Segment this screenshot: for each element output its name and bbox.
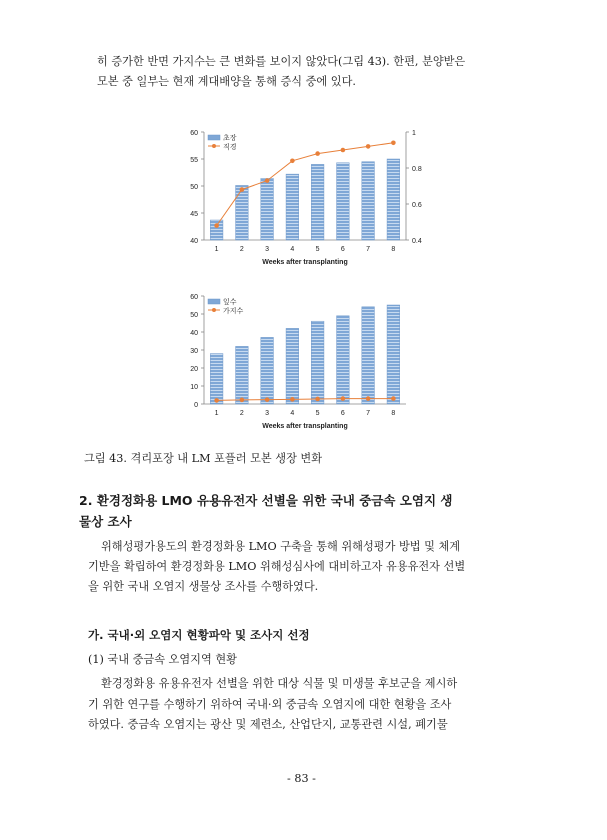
y-right-tick-label: 0.8 — [412, 166, 422, 173]
x-tick-label: 5 — [315, 410, 320, 417]
bar — [387, 159, 400, 240]
series-point — [315, 151, 320, 156]
legend-label: 직경 — [223, 144, 237, 151]
y-tick-label: 50 — [190, 312, 198, 319]
series-point — [391, 396, 396, 401]
x-tick-label: 6 — [340, 246, 345, 253]
x-tick-label: 2 — [239, 246, 244, 253]
x-tick-label: 5 — [315, 246, 320, 253]
text-line: 모본 중 일부는 현재 계대배양을 통해 증식 중에 있다. — [97, 75, 356, 88]
series-point — [214, 398, 219, 403]
legend-swatch-bar — [208, 299, 220, 304]
bar — [236, 346, 249, 404]
x-tick-label: 3 — [265, 410, 270, 417]
x-tick-label: 2 — [239, 410, 244, 417]
series-point — [265, 397, 270, 402]
bar — [261, 337, 274, 404]
y-tick-label: 60 — [190, 294, 198, 301]
y-tick-label: 10 — [190, 384, 198, 391]
paragraph-line: 을 위한 국내 오염지 생물상 조사를 수행하였다. — [88, 580, 319, 593]
subsubsection-title: (1) 국내 중금속 오염지역 현황 — [88, 653, 237, 666]
x-tick-label: 1 — [214, 410, 219, 417]
x-axis-label: Weeks after transplanting — [262, 259, 348, 266]
bar — [311, 164, 324, 240]
x-tick-label: 8 — [391, 410, 396, 417]
x-tick-label: 7 — [366, 410, 371, 417]
x-tick-label: 3 — [265, 246, 270, 253]
bar — [387, 305, 400, 404]
bar — [362, 307, 375, 404]
bar — [236, 185, 249, 240]
paragraph-line: 환경정화용 유용유전자 선별을 위한 대상 식물 및 미생물 후보군을 제시하 — [101, 677, 458, 690]
series-point — [290, 159, 295, 164]
legend-swatch-bar — [208, 135, 220, 140]
legend-label: 초장 — [223, 135, 237, 142]
series-point — [240, 398, 245, 403]
series-point — [265, 178, 270, 183]
figure-caption: 그림 43. 격리포장 내 LM 포플러 모본 생장 변화 — [84, 452, 323, 465]
series-point — [240, 187, 245, 192]
page-number: - 83 - — [287, 772, 316, 785]
x-tick-label: 7 — [366, 246, 371, 253]
growth-chart-leaves-branches — [170, 288, 430, 438]
bar — [210, 220, 223, 240]
text-line: 히 증가한 반면 가지수는 큰 변화를 보이지 않았다(그림 43). 한편, 분양받은 — [97, 55, 466, 68]
series-point — [366, 144, 371, 149]
bar — [286, 328, 299, 404]
x-axis-label: Weeks after transplanting — [262, 423, 348, 430]
y-tick-label: 45 — [190, 211, 198, 218]
x-tick-label: 6 — [340, 410, 345, 417]
paragraph-line: 위해성평가용도의 환경정화용 LMO 구축을 통해 위해성평가 방법 및 체계 — [101, 540, 461, 553]
y-right-tick-label: 1 — [412, 130, 416, 137]
legend-swatch-marker — [212, 144, 216, 148]
legend-label: 가지수 — [223, 308, 244, 315]
y-tick-label: 50 — [190, 184, 198, 191]
series-point — [391, 141, 396, 146]
section-title: 2. 환경정화용 LMO 유용유전자 선별을 위한 국내 중금속 오염지 생 — [79, 493, 453, 508]
growth-chart-height-diameter — [170, 124, 430, 274]
subsection-title: 가. 국내·외 오염지 현황파악 및 조사지 선정 — [88, 628, 310, 642]
y-right-tick-label: 0.6 — [412, 202, 422, 209]
paragraph-line: 하였다. 중금속 오염지는 광산 및 제련소, 산업단지, 교통관련 시설, 폐기물 — [88, 718, 448, 731]
y-tick-label: 60 — [190, 130, 198, 137]
x-tick-label: 4 — [290, 410, 295, 417]
y-tick-label: 30 — [190, 348, 198, 355]
bar — [261, 178, 274, 240]
bar — [311, 321, 324, 404]
bar — [337, 163, 350, 240]
bar — [362, 162, 375, 240]
y-tick-label: 40 — [190, 238, 198, 245]
section-title: 물상 조사 — [79, 514, 132, 529]
y-tick-label: 40 — [190, 330, 198, 337]
paragraph-line: 기반을 확립하여 환경정화용 LMO 위해성심사에 대비하고자 유용유전자 선별 — [88, 560, 466, 573]
y-right-tick-label: 0.4 — [412, 238, 422, 245]
bar — [286, 174, 299, 240]
series-point — [315, 397, 320, 402]
paragraph-line: 기 위한 연구를 수행하기 위하여 국내·외 중금속 오염지에 대한 현황을 조사 — [88, 698, 452, 711]
y-tick-label: 0 — [194, 402, 198, 409]
series-point — [366, 396, 371, 401]
series-point — [341, 148, 346, 153]
series-point — [214, 223, 219, 228]
x-tick-label: 1 — [214, 246, 219, 253]
y-tick-label: 55 — [190, 157, 198, 164]
series-point — [341, 396, 346, 401]
bar — [337, 316, 350, 404]
legend-label: 잎수 — [223, 299, 237, 306]
x-tick-label: 8 — [391, 246, 396, 253]
legend-swatch-marker — [212, 308, 216, 312]
y-tick-label: 20 — [190, 366, 198, 373]
x-tick-label: 4 — [290, 246, 295, 253]
series-point — [290, 397, 295, 402]
bar — [210, 354, 223, 404]
